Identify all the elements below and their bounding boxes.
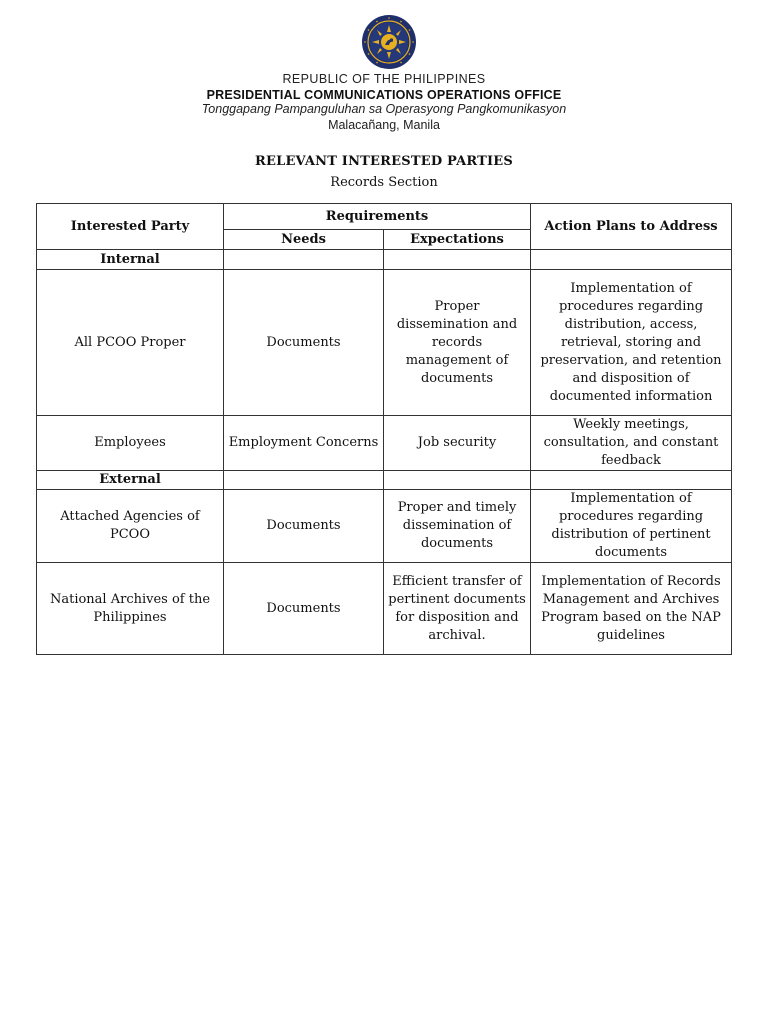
interested-parties-table (36, 203, 732, 655)
cell-action: Weekly meetings, consultation, and constant feedback (531, 416, 732, 471)
table-row (37, 563, 732, 655)
header-office-name: PRESIDENTIAL COMMUNICATIONS OPERATIONS OFFICE (206, 88, 562, 102)
section-label: Internal (37, 250, 224, 270)
cell-needs: Documents (224, 563, 384, 655)
table-row (37, 270, 732, 416)
header-expectations: Expectations (384, 230, 531, 250)
table-header-row (37, 204, 732, 230)
empty-cell (224, 471, 384, 490)
empty-cell (384, 250, 531, 270)
cell-expectations: Job security (384, 416, 531, 471)
table-row (37, 490, 732, 563)
empty-cell (531, 250, 732, 270)
cell-action: Implementation of procedures regarding distribution, access, retrieval, storing and preservation, and retention and disposition of documented information (531, 270, 732, 416)
cell-needs: Documents (224, 270, 384, 416)
cell-needs: Employment Concerns (224, 416, 384, 471)
table-row (37, 416, 732, 471)
cell-party: National Archives of the Philippines (37, 563, 224, 655)
cell-needs: Documents (224, 490, 384, 563)
cell-action: Implementation of Records Management and Archives Program based on the NAP guidelines (531, 563, 732, 655)
empty-cell (531, 471, 732, 490)
empty-cell (224, 250, 384, 270)
header-republic-line: REPUBLIC OF THE PHILIPPINES (282, 72, 486, 86)
document-subtitle: Records Section (330, 175, 438, 190)
document-title: RELEVANT INTERESTED PARTIES (255, 154, 513, 169)
header-needs: Needs (224, 230, 384, 250)
cell-expectations: Efficient transfer of pertinent documents for disposition and archival. (384, 563, 531, 655)
header-interested-party: Interested Party (37, 204, 224, 250)
cell-expectations: Proper and timely dissemination of documents (384, 490, 531, 563)
cell-party: Attached Agencies of PCOO (37, 490, 224, 563)
section-label: External (37, 471, 224, 490)
cell-party: Employees (37, 416, 224, 471)
empty-cell (384, 471, 531, 490)
header-action-plans: Action Plans to Address (531, 204, 732, 250)
cell-action: Implementation of procedures regarding distribution of pertinent documents (531, 490, 732, 563)
cell-expectations: Proper dissemination and records management of documents (384, 270, 531, 416)
header-requirements: Requirements (224, 204, 531, 230)
seal-center-emblem-icon (381, 34, 397, 50)
section-row-internal (37, 250, 732, 270)
pcoo-seal-logo (361, 14, 417, 70)
cell-party: All PCOO Proper (37, 270, 224, 416)
section-row-external (37, 471, 732, 490)
header-location: Malacañang, Manila (328, 118, 440, 132)
header-office-name-filipino: Tonggapang Pampanguluhan sa Operasyong Pangkomunikasyon (201, 102, 567, 116)
